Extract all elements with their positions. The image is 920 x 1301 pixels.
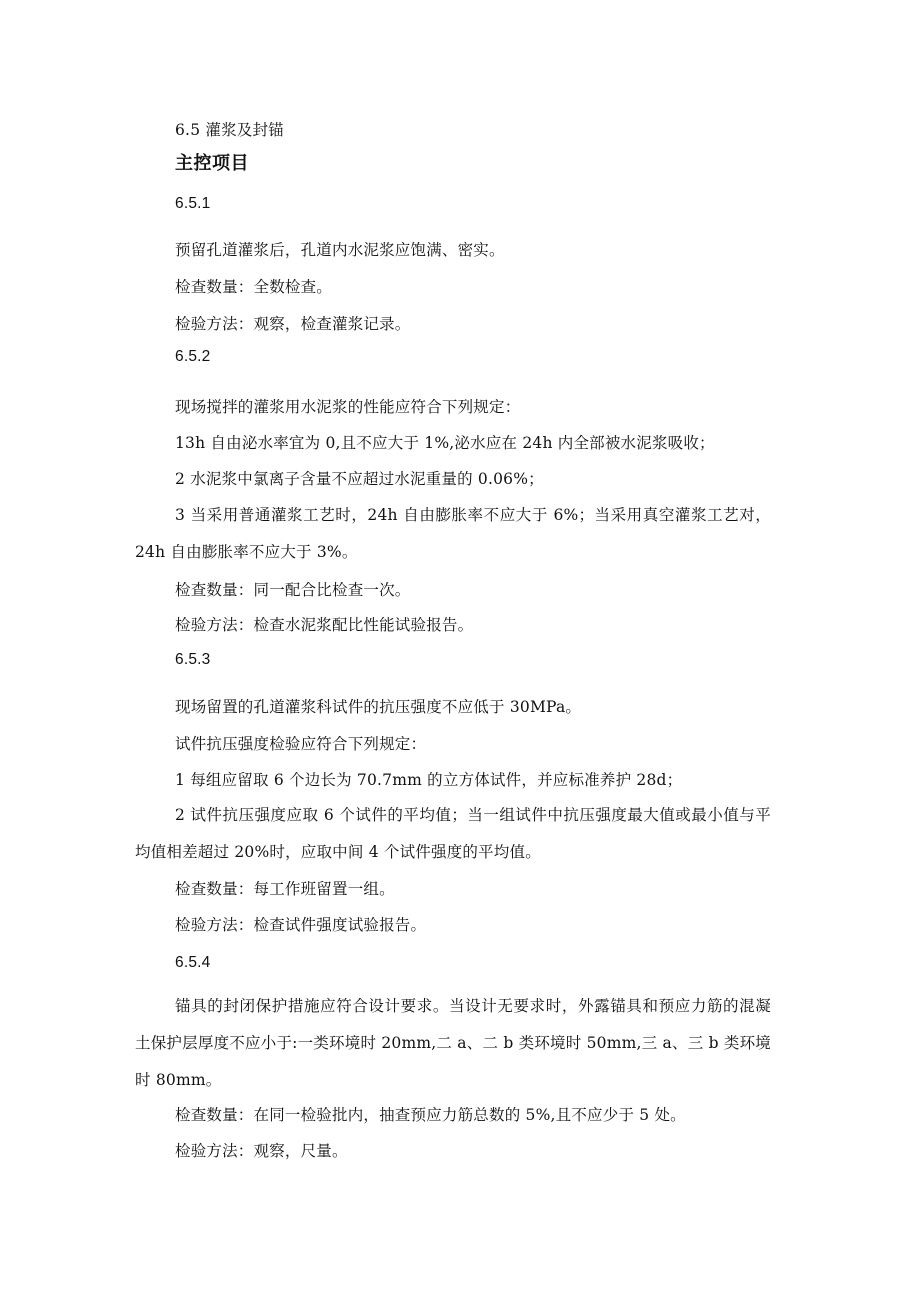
- clause-text-6-5-3: 现场留置的孔道灌浆科试件的抗压强度不应低于 30MPa。: [175, 698, 582, 716]
- clause-number-6-5-4: 6.5.4: [175, 954, 211, 971]
- clause-text-6-5-2: 现场搅拌的灌浆用水泥浆的性能应符合下列规定：: [175, 398, 521, 416]
- section-title: 6.5 灌浆及封锚: [175, 121, 284, 139]
- check-quantity-6-5-1: 检查数量：全数检查。: [175, 278, 333, 296]
- check-method-6-5-1: 检验方法：观察，检查灌浆记录。: [175, 315, 411, 333]
- check-method-6-5-4: 检验方法：观察，尺量。: [175, 1142, 348, 1160]
- clause-number-6-5-3: 6.5.3: [175, 651, 211, 668]
- clause-text2-6-5-3: 试件抗压强度检验应符合下列规定：: [175, 735, 427, 753]
- clause-item-6-5-2-2: 2 水泥浆中氯离子含量不应超过水泥重量的 0.06%；: [175, 470, 544, 488]
- check-method-6-5-3: 检验方法：检查试件强度试验报告。: [175, 916, 427, 934]
- clause-item-6-5-2-3: 3 当采用普通灌浆工艺时，24h 自由膨胀率不应大于 6%；当采用真空灌浆工艺对，24h 自由膨胀率不应大于 3%。: [135, 506, 771, 561]
- check-quantity-6-5-4: 检查数量：在同一检验批内，抽查预应力筋总数的 5%,且不应少于 5 处。: [175, 1106, 686, 1124]
- check-quantity-6-5-3: 检查数量：每工作班留置一组。: [175, 880, 395, 898]
- check-method-6-5-2: 检验方法：检查水泥浆配比性能试验报告。: [175, 616, 474, 634]
- clause-item-6-5-2-1: 13h 自由泌水率宜为 0,且不应大于 1%,泌水应在 24h 内全部被水泥浆吸收；: [175, 434, 715, 452]
- clause-item-6-5-3-1: 1 每组应留取 6 个边长为 70.7mm 的立方体试件，并应标准养护 28d；: [175, 771, 683, 789]
- clause-text-6-5-4: 锚具的封闭保护措施应符合设计要求。当设计无要求时，外露锚具和预应力筋的混凝土保护层厚度不应小于:一类环境时 20mm,二 a、二 b 类环境时 50mm,三 a、三 b 类环境时 80mm。: [135, 997, 771, 1089]
- clause-number-6-5-2: 6.5.2: [175, 348, 211, 365]
- clause-item-6-5-3-2: 2 试件抗压强度应取 6 个试件的平均值；当一组试件中抗压强度最大值或最小值与平均值相差超过 20%时，应取中间 4 个试件强度的平均值。: [135, 806, 771, 861]
- main-control-heading: 主控项目: [175, 153, 249, 174]
- clause-text-6-5-1: 预留孔道灌浆后，孔道内水泥浆应饱满、密实。: [175, 241, 505, 259]
- check-quantity-6-5-2: 检查数量：同一配合比检查一次。: [175, 581, 411, 599]
- clause-number-6-5-1: 6.5.1: [175, 195, 211, 212]
